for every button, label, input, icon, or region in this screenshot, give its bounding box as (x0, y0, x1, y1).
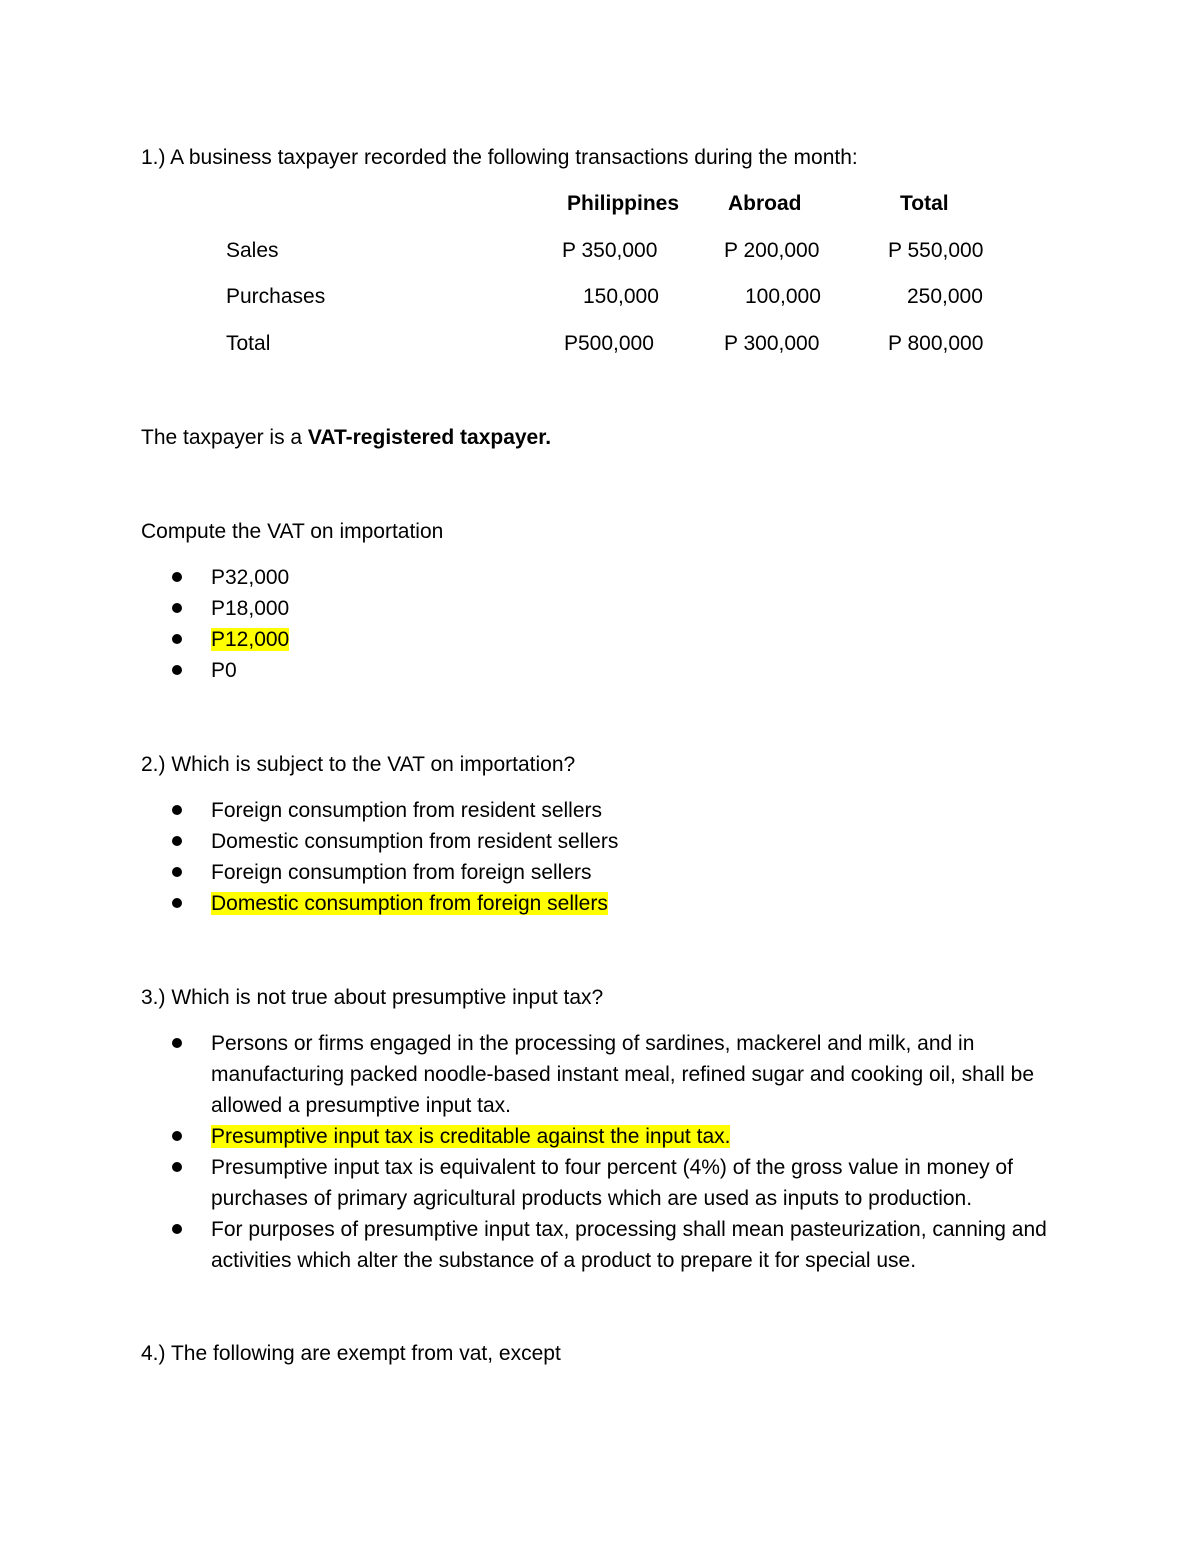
q1-option-d: P0 (211, 659, 237, 682)
bullet-icon (172, 665, 182, 675)
header-abroad: Abroad (728, 192, 802, 215)
row-purchases-label: Purchases (226, 285, 326, 308)
row-total-label: Total (226, 332, 271, 355)
question-2-title: 2.) Which is subject to the VAT on importation? (141, 753, 576, 776)
bullet-icon (172, 1224, 182, 1234)
q2-option-d-answer (211, 888, 608, 919)
question-1-title: 1.) A business taxpayer recorded the following transactions during the month: (141, 146, 858, 169)
taxpayer-statement-bold: VAT-registered taxpayer. (307, 426, 552, 449)
row-sales-total: P 550,000 (888, 239, 984, 262)
row-total-philippines: P500,000 (564, 332, 654, 355)
row-total-abroad: P 300,000 (724, 332, 820, 355)
row-sales-label: Sales (226, 239, 279, 262)
q3-answer-highlight: Presumptive input tax is creditable against the input tax. (211, 1125, 731, 1148)
q1-option-c-answer (211, 624, 289, 655)
bullet-icon (172, 1162, 182, 1172)
q2-option-b: Domestic consumption from resident sellers (211, 830, 619, 853)
bullet-icon (172, 836, 182, 846)
header-philippines: Philippines (567, 192, 680, 215)
bullet-icon (172, 1131, 182, 1141)
row-sales-abroad: P 200,000 (724, 239, 820, 262)
question-1-prompt: Compute the VAT on importation (141, 520, 444, 543)
q3-option-b-answer (211, 1121, 730, 1152)
q2-option-a: Foreign consumption from resident sellers (211, 799, 603, 822)
bullet-icon (172, 898, 182, 908)
q1-answer-highlight: P12,000 (211, 628, 290, 651)
q3-option-a: Persons or firms engaged in the processing of sardines, mackerel and milk, and in manufacturing packed noodle-based instant meal, refined sugar and cooking oil, shall be allowed a presumptive input tax. (211, 1032, 1035, 1117)
row-sales-philippines: P 350,000 (562, 239, 658, 262)
row-purchases-abroad: 100,000 (745, 285, 821, 308)
bullet-icon (172, 1038, 182, 1048)
q1-option-a: P32,000 (211, 566, 290, 589)
q3-option-d: For purposes of presumptive input tax, processing shall mean pasteurization, canning and activities which alter the substance of a product to prepare it for special use. (211, 1218, 1047, 1272)
bullet-icon (172, 805, 182, 815)
header-total: Total (900, 192, 949, 215)
q2-answer-highlight: Domestic consumption from foreign sellers (211, 892, 608, 915)
q2-option-c: Foreign consumption from foreign sellers (211, 861, 592, 884)
taxpayer-statement (141, 422, 551, 453)
row-total-total: P 800,000 (888, 332, 984, 355)
bullet-icon (172, 867, 182, 877)
q3-option-c: Presumptive input tax is equivalent to four percent (4%) of the gross value in money of purchases of primary agricultural products which are used as inputs to production. (211, 1156, 1013, 1210)
taxpayer-statement-text: The taxpayer is a (141, 426, 308, 449)
row-purchases-philippines: 150,000 (583, 285, 659, 308)
question-4-title: 4.) The following are exempt from vat, except (141, 1342, 561, 1365)
bullet-icon (172, 603, 182, 613)
bullet-icon (172, 634, 182, 644)
q1-option-b: P18,000 (211, 597, 290, 620)
bullet-icon (172, 572, 182, 582)
question-3-title: 3.) Which is not true about presumptive input tax? (141, 986, 604, 1009)
row-purchases-total: 250,000 (907, 285, 983, 308)
